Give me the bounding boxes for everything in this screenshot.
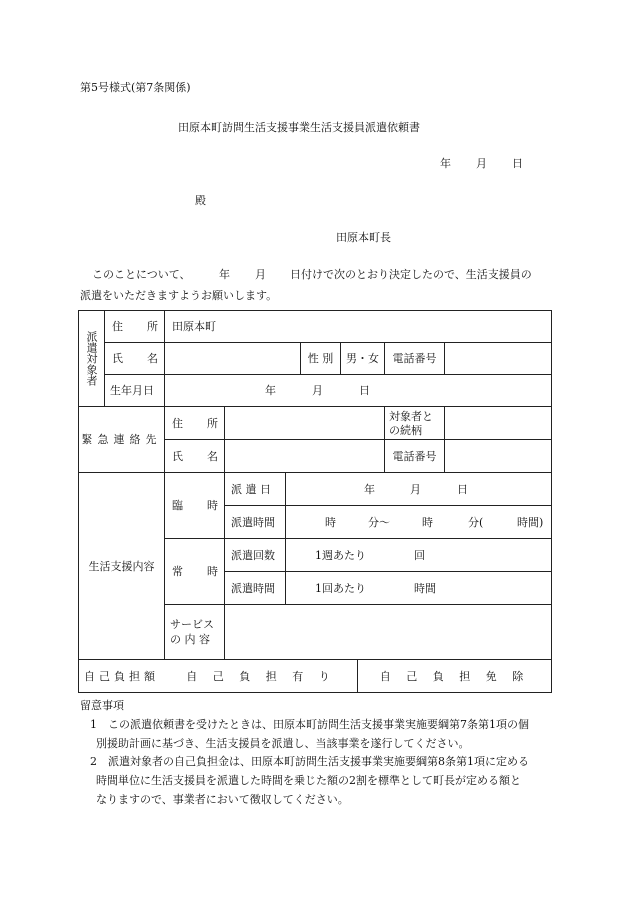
note-text: この派遣依頼書を受けたときは、田原本町訪問生活支援事業実施要綱第7条第1項の個 — [108, 718, 529, 731]
target-birthdate-label: 生年月日 — [110, 384, 154, 397]
dispatch-date-year: 年 — [364, 483, 375, 496]
emergency-relation-label: 対象者と の続柄 — [389, 410, 433, 437]
dispatch-time-label: 派遣時間 — [231, 515, 275, 529]
notes-heading: 留意事項 — [80, 699, 124, 712]
service-content-field[interactable] — [225, 605, 551, 659]
note-number: 1 — [90, 718, 97, 731]
birth-month-label: 月 — [312, 384, 323, 397]
date-year-label: 年 — [440, 157, 451, 170]
regular-label: 常 時 — [172, 565, 218, 578]
emergency-address-field[interactable] — [225, 407, 384, 439]
sender-name: 田原本町長 — [336, 231, 391, 244]
emergency-address-label: 住 所 — [172, 416, 218, 430]
target-sex-label: 性 別 — [307, 352, 334, 365]
service-content-label: サービス の 内 容 — [170, 618, 214, 646]
addressee-suffix: 殿 — [195, 194, 206, 207]
dispatch-count-label: 派遣回数 — [231, 548, 275, 562]
target-name-field[interactable] — [165, 343, 300, 374]
intro-year: 年 — [219, 268, 230, 281]
birth-day-label: 日 — [359, 384, 370, 397]
date-month-label: 月 — [476, 157, 487, 170]
temporary-label: 臨 時 — [172, 499, 218, 512]
emergency-contact-label: 緊急連絡先 — [81, 433, 162, 446]
note-text: 別援助計画に基づき、生活支援員を派遣し、当該事業を遂行してください。 — [96, 737, 470, 750]
target-birthdate-field[interactable] — [165, 375, 551, 406]
intro-text-b: 日付けで次のとおり決定したので、生活支援員の — [290, 268, 532, 281]
time-total-hours-label: 時間) — [517, 516, 544, 529]
emergency-name-label: 氏 名 — [172, 449, 218, 463]
per-week-label: 1週あたり — [315, 549, 366, 562]
dispatch-date-day: 日 — [457, 483, 468, 496]
regular-time-label: 派遣時間 — [231, 581, 275, 595]
times-unit-label: 回 — [414, 549, 425, 562]
target-address-label: 住 所 — [112, 320, 158, 333]
support-content-label: 生活支援内容 — [88, 559, 155, 573]
time-hour2-label: 時 — [422, 516, 433, 529]
dispatch-date-label: 派 遣 日 — [231, 482, 271, 496]
target-phone-label: 電話番号 — [392, 352, 437, 365]
document-title: 田原本町訪問生活支援事業生活支援員派遣依頼書 — [178, 121, 420, 134]
emergency-relation-field[interactable] — [445, 407, 551, 439]
date-day-label: 日 — [512, 157, 523, 170]
form-number: 第5号様式(第7条関係) — [80, 81, 191, 94]
dispatch-target-label: 派遣対象者 — [85, 330, 98, 386]
emergency-phone-label: 電話番号 — [392, 449, 437, 463]
per-visit-label: 1回あたり — [315, 582, 366, 595]
target-phone-field[interactable] — [445, 343, 551, 374]
birth-year-label: 年 — [265, 384, 276, 397]
target-name-label: 氏 名 — [112, 352, 158, 365]
intro-text-a: このことについて、 — [92, 268, 191, 281]
emergency-name-field[interactable] — [225, 440, 384, 472]
dispatch-date-month: 月 — [410, 483, 421, 496]
time-hour-label: 時 — [325, 516, 336, 529]
time-minute-open-label: 分( — [468, 516, 484, 529]
hours-unit-label: 時間 — [414, 582, 436, 595]
note-text: 派遣対象者の自己負担金は、田原本町訪問生活支援事業実施要綱第8条第1項に定める — [108, 755, 529, 768]
target-address-value[interactable]: 田原本町 — [172, 320, 216, 333]
copay-exempt-option[interactable]: 自 己 負 担 免 除 — [379, 669, 530, 683]
note-text: なりますので、事業者において徴収してください。 — [96, 793, 349, 806]
intro-month: 月 — [255, 268, 266, 281]
time-minute-range-label: 分〜 — [368, 516, 390, 529]
copay-with-option[interactable]: 自 己 負 担 有 り — [186, 669, 336, 683]
note-text: 時間単位に生活支援員を派遣した時間を乗じた額の2割を標準として町長が定める額と — [96, 774, 521, 787]
emergency-phone-field[interactable] — [445, 440, 551, 472]
copay-label: 自己負担額 — [84, 669, 159, 683]
target-sex-options[interactable]: 男・女 — [346, 352, 379, 365]
intro-text-line2: 派遣をいただきますようお願いします。 — [80, 289, 278, 302]
note-number: 2 — [90, 755, 97, 768]
